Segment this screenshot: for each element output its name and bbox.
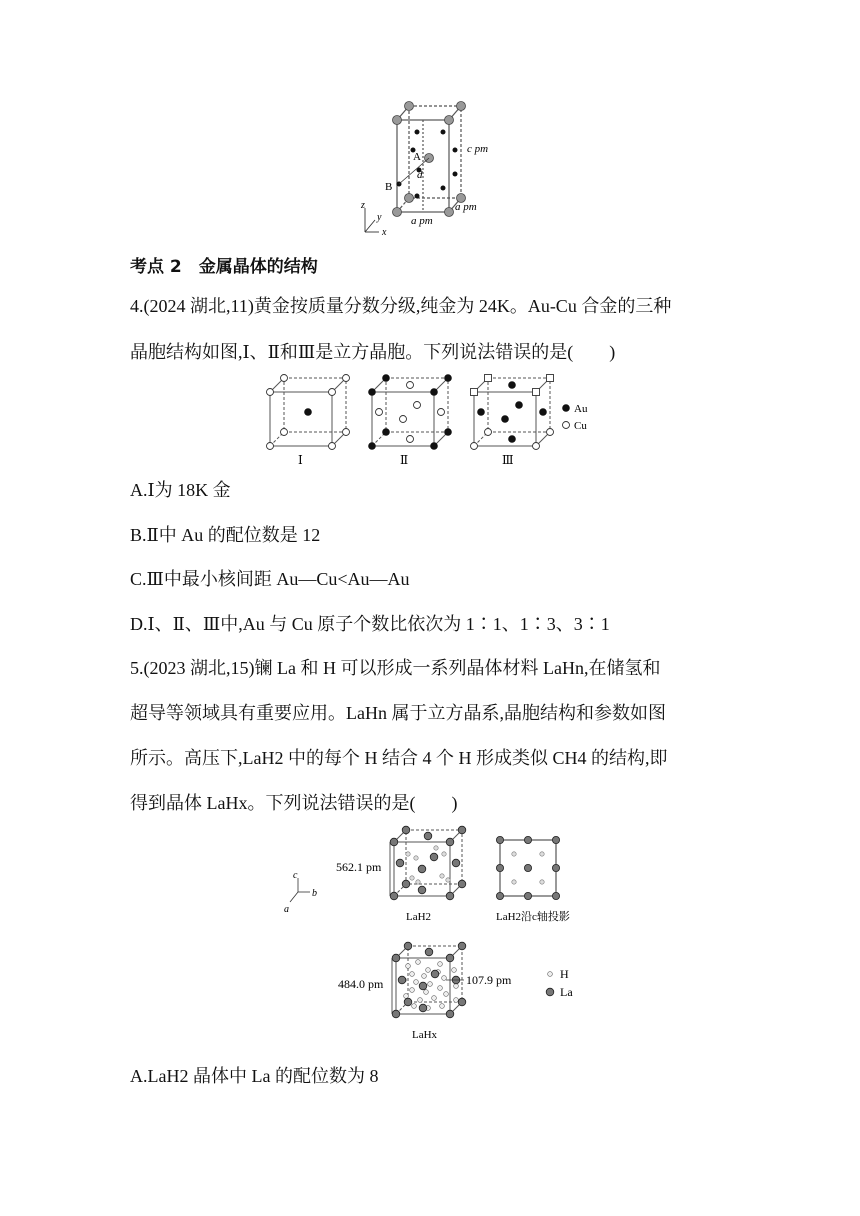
caption-projection: LaH2沿c轴投影 xyxy=(496,911,570,923)
q4-option-b: B.Ⅱ中 Au 的配位数是 12 xyxy=(130,525,321,545)
label-c-pm: c pm xyxy=(467,143,489,155)
q5-stem-line1: 5.(2023 湖北,15)镧 La 和 H 可以形成一系列晶体材料 LaHn,在储氢和 xyxy=(130,658,661,678)
cell-label-i: Ⅰ xyxy=(298,453,303,467)
label-a-pm-side: a pm xyxy=(455,201,477,213)
unit-cell-figure-top xyxy=(355,98,515,240)
label-a: A xyxy=(413,151,421,163)
dim-lah2: 562.1 pm xyxy=(336,860,382,874)
lanthanum-hydride-figure xyxy=(278,824,598,1050)
label-d: d xyxy=(417,169,423,181)
axis-x: x xyxy=(382,227,387,238)
q4-option-d: D.Ⅰ、Ⅱ、Ⅲ中,Au 与 Cu 原子个数比依次为 1∶1、1∶3、3∶1 xyxy=(130,614,610,634)
q4-stem-line1: 4.(2024 湖北,11)黄金按质量分数分级,纯金为 24K。Au-Cu 合金的三种 xyxy=(130,296,672,316)
section-heading: 考点 2 金属晶体的结构 xyxy=(130,257,318,277)
dim-lahx: 484.0 pm xyxy=(338,977,384,991)
q5-stem-line3: 所示。高压下,LaH2 中的每个 H 结合 4 个 H 形成类似 CH4 的结构,即 xyxy=(130,748,668,768)
legend-la: La xyxy=(560,985,573,999)
cell-label-ii: Ⅱ xyxy=(400,453,409,467)
q4-stem-line2: 晶胞结构如图,Ⅰ、Ⅱ和Ⅲ是立方晶胞。下列说法错误的是( ) xyxy=(130,342,616,362)
label-b: B xyxy=(385,181,393,193)
q4-option-a: A.Ⅰ为 18K 金 xyxy=(130,480,231,500)
q5-stem-line4: 得到晶体 LaHx。下列说法错误的是( ) xyxy=(130,793,458,813)
axis-a: a xyxy=(284,904,289,915)
legend-au: Au xyxy=(574,403,588,415)
dim-h-h: 107.9 pm xyxy=(466,973,512,987)
axis-b: b xyxy=(312,888,317,899)
caption-lahx: LaHx xyxy=(412,1029,438,1041)
axis-c: c xyxy=(293,870,298,881)
legend-h: H xyxy=(560,967,569,981)
legend-cu: Cu xyxy=(574,420,587,432)
caption-lah2: LaH2 xyxy=(406,911,432,923)
axis-z: z xyxy=(361,200,365,211)
cell-label-iii: Ⅲ xyxy=(502,453,514,467)
q5-stem-line2: 超导等领域具有重要应用。LaHn 属于立方晶系,晶胞结构和参数如图 xyxy=(130,703,666,723)
au-cu-cell-figure xyxy=(262,372,612,468)
q4-option-c: C.Ⅲ中最小核间距 Au—Cu<Au—Au xyxy=(130,569,410,589)
label-a-pm-bottom: a pm xyxy=(411,215,433,227)
axis-y: y xyxy=(377,212,382,223)
q5-option-a: A.LaH2 晶体中 La 的配位数为 8 xyxy=(130,1066,379,1086)
